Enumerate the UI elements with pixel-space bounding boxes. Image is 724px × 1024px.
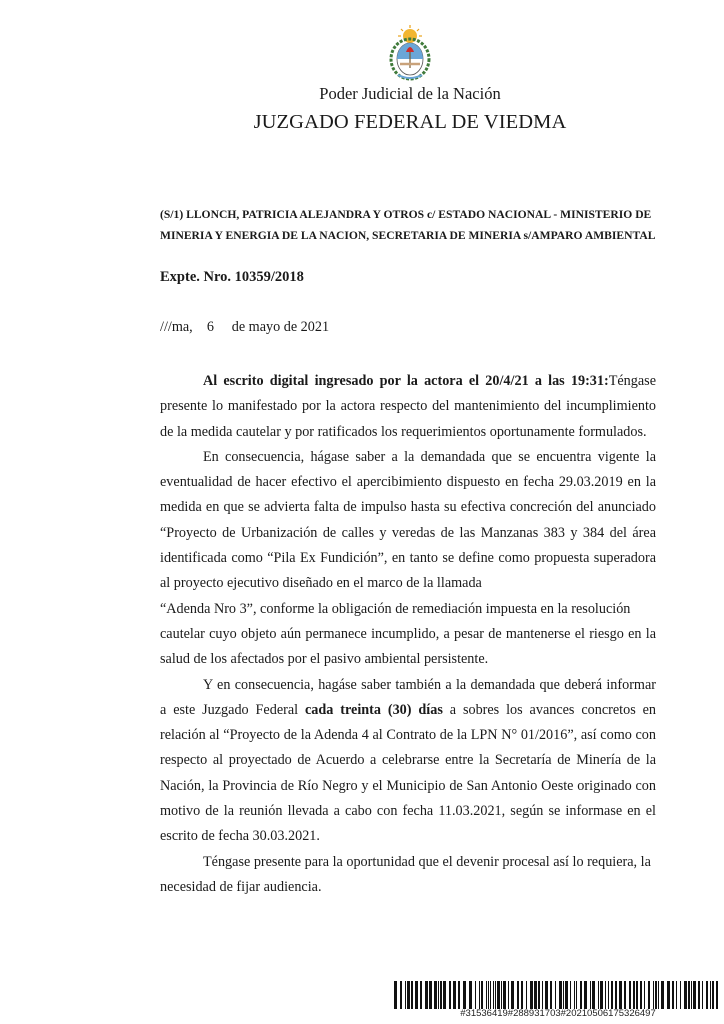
barcode-bar [501, 981, 502, 1009]
barcode-bar [598, 981, 599, 1009]
barcode-bar [434, 981, 437, 1009]
barcode-bar [619, 981, 622, 1009]
resolution-body [160, 369, 656, 900]
barcode-bar [629, 981, 631, 1009]
file-number: Expte. Nro. 10359/2018 [160, 269, 304, 285]
barcode-bar [481, 981, 483, 1009]
barcode-bar [486, 981, 487, 1009]
barcode-bar [576, 981, 577, 1009]
barcode-bar [394, 981, 397, 1009]
barcode-bar [676, 981, 677, 1009]
barcode-bar [565, 981, 568, 1009]
barcode-bar [684, 981, 687, 1009]
barcode-bar [633, 981, 635, 1009]
barcode-bar [592, 981, 595, 1009]
barcode-bar [490, 981, 491, 1009]
paragraph-2-line: “Adenda Nro 3”, conforme la obligación de remediación impuesta en la resolución [160, 600, 631, 617]
barcode-bar [438, 981, 439, 1009]
barcode-bar [521, 981, 523, 1009]
paragraph-1 [160, 369, 656, 445]
barcode-bar [688, 981, 690, 1009]
barcode-bar [440, 981, 442, 1009]
barcode-bar [400, 981, 402, 1009]
barcode-bar [538, 981, 540, 1009]
barcode-bar [574, 981, 575, 1009]
barcode-bar [453, 981, 456, 1009]
barcode-bar [405, 981, 406, 1009]
barcode-bar [479, 981, 480, 1009]
barcode-bar [411, 981, 413, 1009]
barcode-bar [542, 981, 543, 1009]
barcode-bar [425, 981, 428, 1009]
barcode-bar [534, 981, 537, 1009]
barcode-bar [429, 981, 432, 1009]
barcode-bar [443, 981, 446, 1009]
barcode-bar [702, 981, 703, 1009]
barcode-bar [680, 981, 681, 1009]
barcode-bar [563, 981, 564, 1009]
paragraph-1-text: Téngase presente lo manifestado por la actora respecto del mantenimiento del incumplimiento de la medida cautelar y por ratificados los requerimientos oportunamente formulados. [160, 373, 656, 440]
barcode-bar [469, 981, 472, 1009]
coat-of-arms-icon [384, 24, 436, 82]
paragraph-1-bold-lead: Al escrito digital ingresado por la actora el 20/4/21 a las 19:31: [203, 373, 609, 389]
barcode-bar [672, 981, 674, 1009]
paragraph-2 [160, 445, 656, 597]
barcode-bar [463, 981, 466, 1009]
barcode-bar [653, 981, 654, 1009]
barcode-bar [420, 981, 422, 1009]
barcode-bar [605, 981, 606, 1009]
barcode-bar [624, 981, 626, 1009]
barcode-bar [493, 981, 494, 1009]
barcode-bar [712, 981, 714, 1009]
court-name: JUZGADO FEDERAL DE VIEDMA [253, 111, 567, 133]
barcode-bar [655, 981, 657, 1009]
barcode-bar [508, 981, 509, 1009]
barcode-bar [580, 981, 582, 1009]
barcode-bar [488, 981, 489, 1009]
barcode-bar [611, 981, 613, 1009]
barcode-bar [691, 981, 692, 1009]
barcode-bar [497, 981, 500, 1009]
barcode-bar [584, 981, 587, 1009]
barcode-bar [590, 981, 591, 1009]
barcode-bar [503, 981, 506, 1009]
barcode-bar [517, 981, 519, 1009]
paragraph-2-tail: cautelar cuyo objeto aún permanece incumplido, a pesar de mantenerse el riesgo en la salud de los afectados por el pasivo ambiental persistente. [160, 625, 656, 668]
barcode-bar [706, 981, 708, 1009]
barcode-bar [495, 981, 496, 1009]
barcode-bar [449, 981, 451, 1009]
barcode-bar [636, 981, 638, 1009]
case-caption: (S/1) LLONCH, PATRICIA ALEJANDRA Y OTROS c/ ESTADO NACIONAL - MINISTERIO DE MINERIA Y ENERGIA DE LA NACION, SECRETARIA DE MINERIA s/AMPARO AMBIENTAL [160, 208, 656, 242]
barcode-bar [608, 981, 609, 1009]
barcode-bar [559, 981, 562, 1009]
paragraph-3-bold: cada treinta (30) días [304, 701, 443, 718]
paragraph-2-text: En consecuencia, hágase saber a la demandada que se encuentra vigente la eventualidad de hacer efectivo el apercibimiento dispuesto en fecha 29.03.2019 en la medida en que se advierta falta de impulso hasta su efectiva concreción del anunciado “Proyecto de Urbanización de calles y veredas de las Manzanas 383 y 384 del área identificada como “Pila Ex Fundición”, en tanto se define como propuesta superadora al proyecto ejecutivo diseñado en el marco de la llamada [160, 448, 656, 592]
barcode-bar [530, 981, 533, 1009]
barcode-bar [648, 981, 650, 1009]
barcode-bar [407, 981, 410, 1009]
barcode-bar [545, 981, 548, 1009]
barcode-number: #31536419#288931703#20210506175326497 [460, 1008, 656, 1019]
paragraph-3 [160, 673, 656, 850]
barcode-bar [644, 981, 645, 1009]
barcode-bar [693, 981, 696, 1009]
barcode-bar [716, 981, 718, 1009]
barcode-bar [570, 981, 571, 1009]
barcode-bar [615, 981, 617, 1009]
barcode-bar [640, 981, 642, 1009]
barcode-bar [667, 981, 670, 1009]
paragraph-3-text-before: Y en consecuencia, hagáse saber también a la demandada que deberá informar a este Juzgado Federal [160, 676, 656, 718]
barcode-bar [710, 981, 711, 1009]
barcode-bar [658, 981, 659, 1009]
barcode-bar [555, 981, 556, 1009]
barcode-bar [550, 981, 552, 1009]
barcode-bar [661, 981, 664, 1009]
institution-name: Poder Judicial de la Nación [319, 84, 501, 103]
barcode [394, 981, 722, 1009]
barcode-bar [458, 981, 460, 1009]
barcode-bar [475, 981, 476, 1009]
barcode-bar [511, 981, 514, 1009]
barcode-bar [415, 981, 418, 1009]
date-line: ///ma, 6 de mayo de 2021 [160, 319, 330, 335]
paragraph-4: Téngase presente para la oportunidad que el devenir procesal así lo requiera, la necesidad de fijar audiencia. [160, 853, 651, 895]
barcode-bar [698, 981, 700, 1009]
barcode-bar [526, 981, 527, 1009]
barcode-bar [600, 981, 603, 1009]
paragraph-3-text-after: a sobres los avances concretos en relación al “Proyecto de la Adenda 4 al Contrato de la LPN N° 01/2016”, así como con respecto al proyectado de Acuerdo a celebrarse entre la Secretaría de Minería de la Nación, la Provincia de Río Negro y el Municipio de San Antonio Oeste originado con motivo de la reunión llevada a cabo con fecha 11.03.2021, según se informase en el escrito de fecha 30.03.2021. [160, 701, 656, 845]
